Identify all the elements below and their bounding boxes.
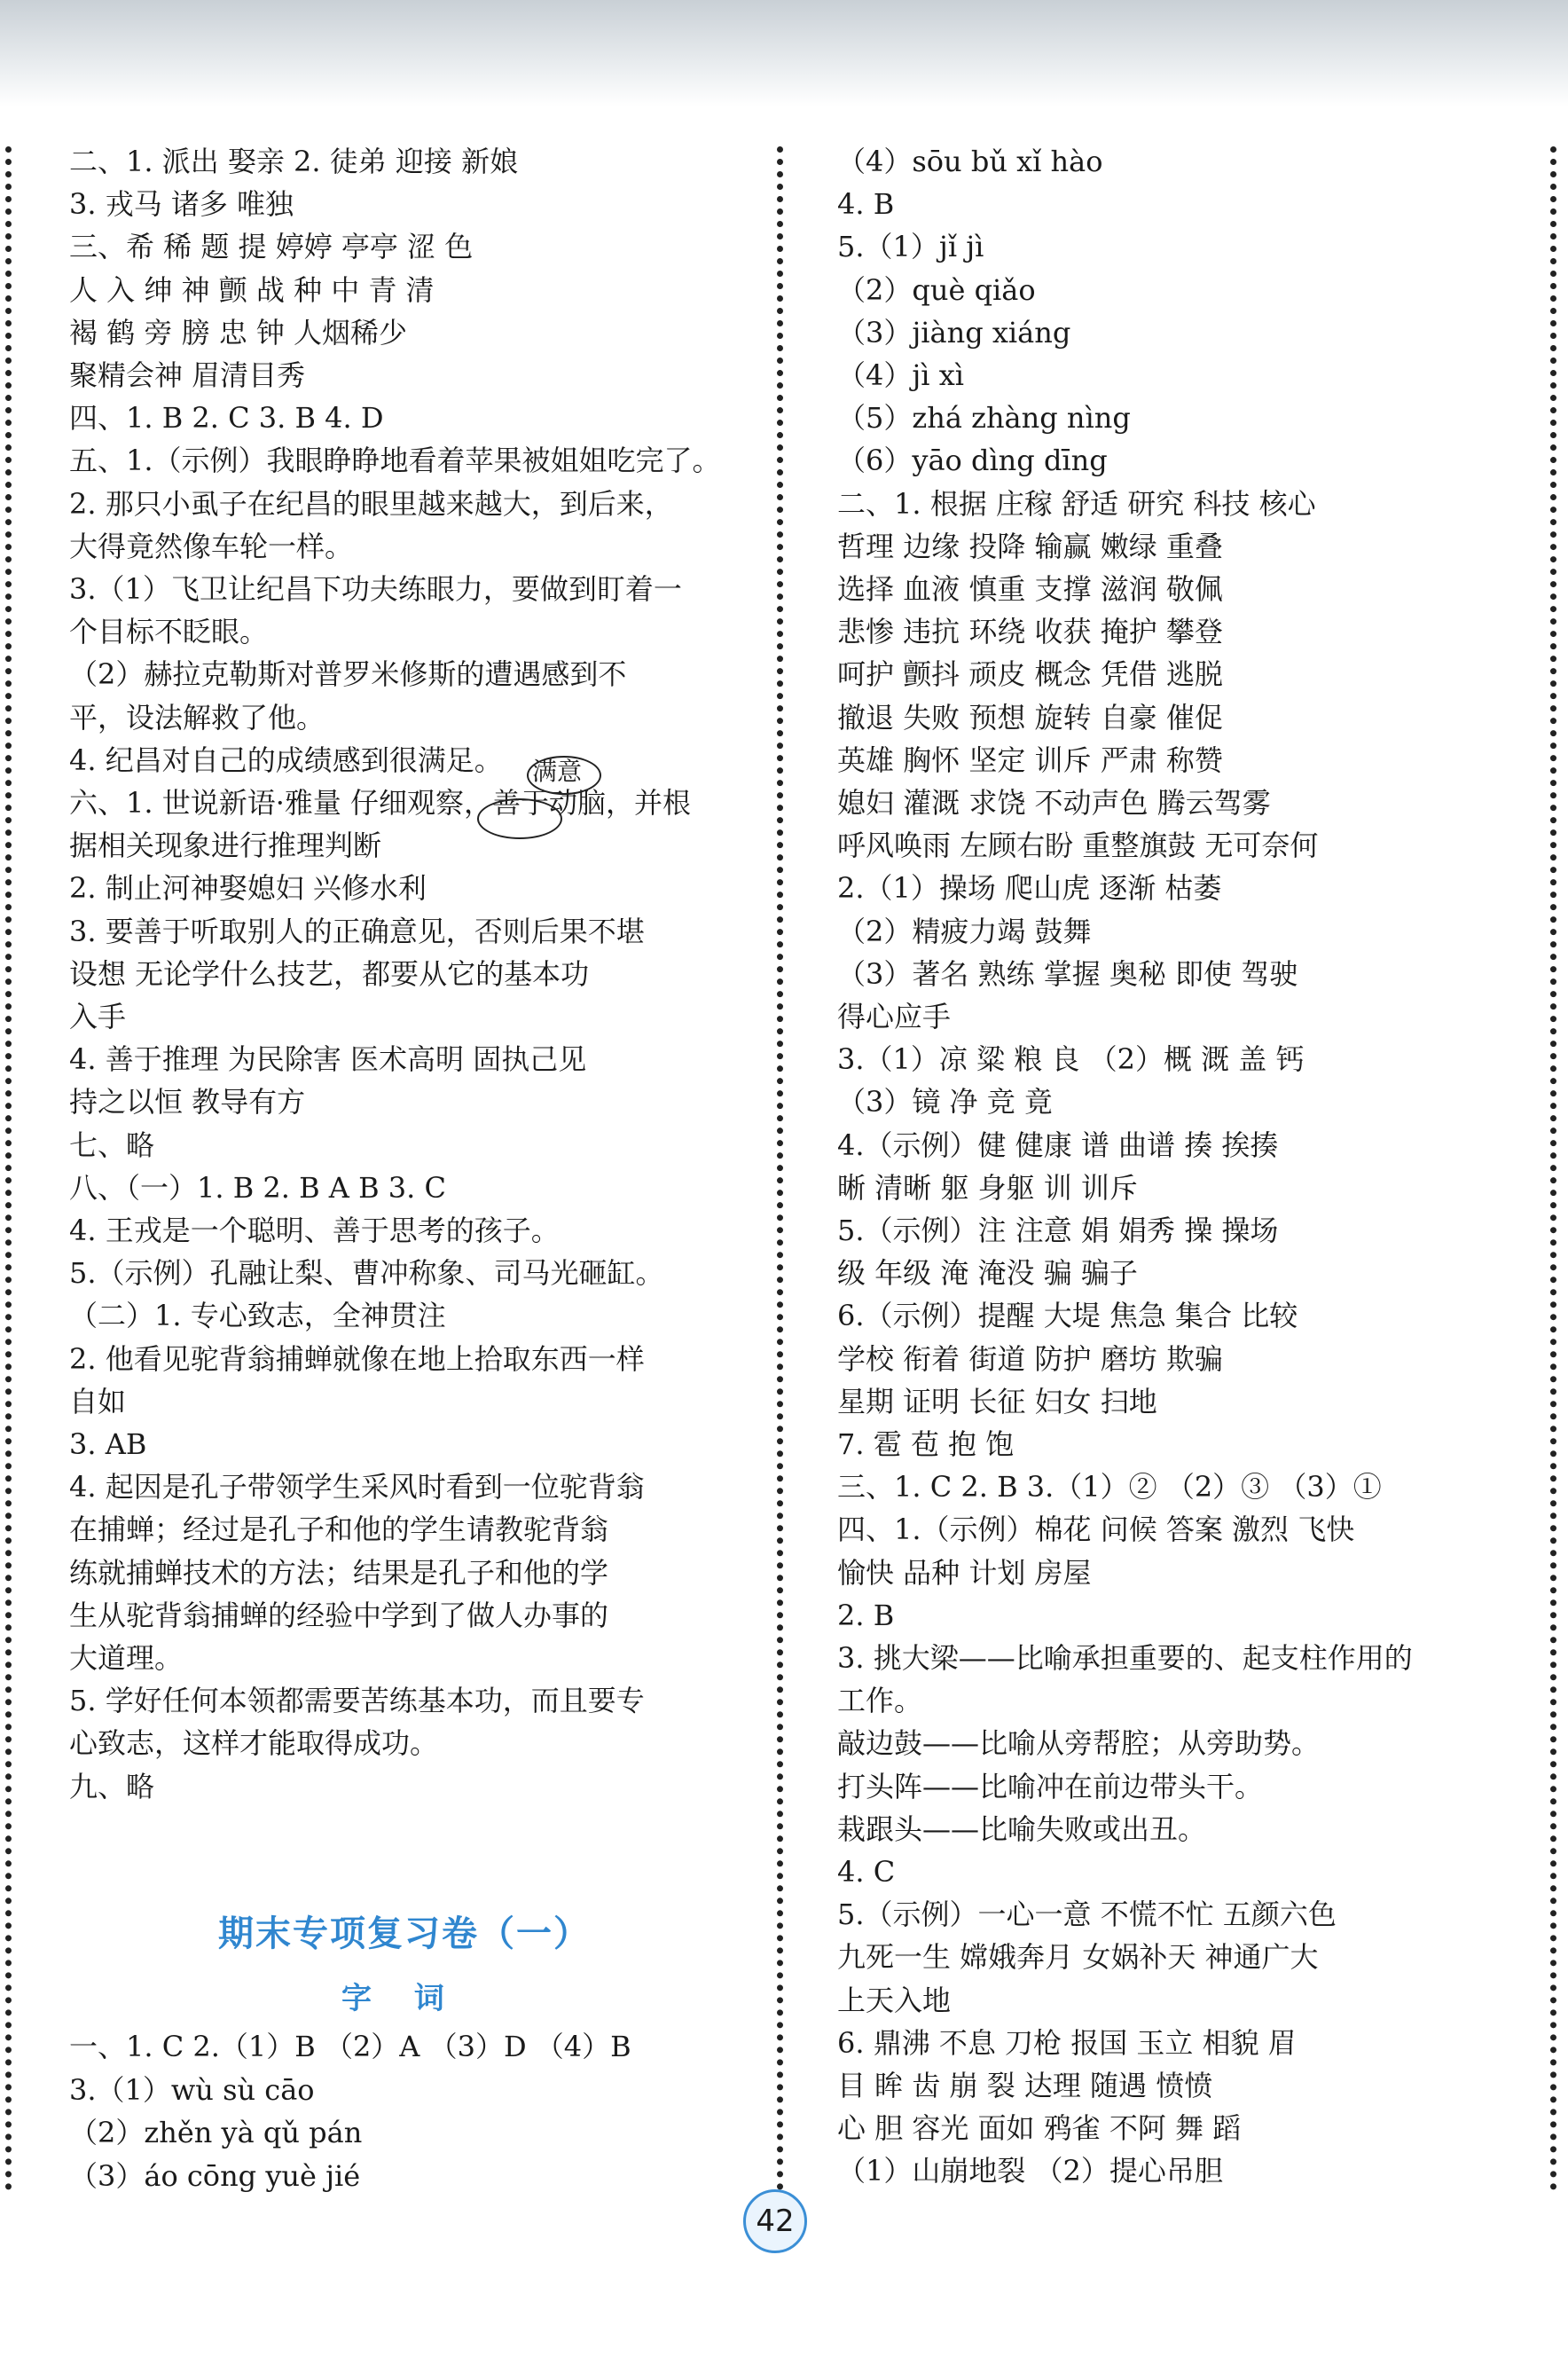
answer-line: 星期 证明 长征 妇女 扫地 (837, 1384, 1157, 1418)
answer-line: 心 胆 容光 面如 鸦雀 不阿 舞 蹈 (837, 2111, 1242, 2146)
answer-line: 二、1. 派出 娶亲 2. 徒弟 迎接 新娘 (69, 145, 519, 178)
answer-line: 3. 戎马 诸多 唯独 (69, 187, 294, 222)
answer-line: 2. B (837, 1598, 895, 1632)
answer-line: 生从驼背翁捕蝉的经验中学到了做人办事的 (69, 1598, 609, 1632)
answer-line: 九死一生 嫦娥奔月 女娲补天 神通广大 (837, 1940, 1319, 1975)
answer-line: 三、希 稀 题 提 婷婷 亭亭 涩 色 (69, 230, 474, 264)
answer-line: 大得竟然像车轮一样。 (69, 529, 354, 563)
section-heading: 期末专项复习卷（一） (218, 1913, 591, 1954)
answer-line: 撤退 失败 预想 旋转 自豪 催促 (837, 700, 1223, 735)
answer-line: 4. B (837, 187, 895, 222)
answer-line: 四、1. B 2. C 3. B 4. D (69, 401, 384, 436)
answer-line: 目 眸 齿 崩 裂 达理 随遇 愤愤 (837, 2069, 1213, 2102)
answer-line: 英雄 胸怀 坚定 训斥 严肃 称赞 (837, 742, 1223, 777)
answer-line: （3）jiàng xiáng (837, 315, 1071, 350)
answer-line: （4）jì xì (837, 358, 964, 392)
answer-line: 打头阵——比喻冲在前边带头干。 (837, 1769, 1264, 1803)
answer-line: 4. C (837, 1855, 896, 1889)
scan-top-band (0, 0, 1568, 106)
answer-line: 工作。 (837, 1684, 923, 1718)
answer-line: （二）1. 专心致志，全神贯注 (69, 1299, 446, 1333)
answer-line: 入手 (69, 1000, 127, 1033)
answer-line: 2.（1）操场 爬山虎 逐渐 枯萎 (837, 871, 1222, 906)
answer-line: （6）yāo dìng dīng (837, 444, 1108, 478)
answer-line: 呵护 颤抖 顽皮 概念 凭借 逃脱 (837, 657, 1223, 692)
answer-line: 4. 王戎是一个聪明、善于思考的孩子。 (69, 1214, 560, 1247)
answer-line: 九、略 (69, 1769, 155, 1803)
answer-line: 2. 制止河神娶媳妇 兴修水利 (69, 871, 427, 906)
answer-line: 4.（示例）健 健康 谱 曲谱 揍 挨揍 (837, 1127, 1279, 1162)
answer-line: 3.（1）wù sù cāo (69, 2072, 315, 2107)
answer-line: 在捕蝉；经过是孔子和他的学生请教驼背翁 (69, 1512, 609, 1547)
answer-line: 5.（1）jǐ jì (837, 230, 984, 264)
answer-line: 设想 无论学什么技艺，都要从它的基本功 (69, 956, 590, 991)
answer-line: 敲边鼓——比喻从旁帮腔；从旁助势。 (837, 1726, 1321, 1761)
answer-line: 上天入地 (837, 1983, 952, 2017)
answer-line: 自如 (69, 1384, 127, 1418)
answer-line: 得心应手 (837, 1000, 952, 1033)
answer-line: 聚精会神 眉清目秀 (69, 358, 306, 392)
answer-line: 愉快 品种 计划 房屋 (837, 1555, 1092, 1590)
answer-line: 7. 雹 苞 抱 饱 (837, 1427, 1015, 1461)
page-number: 42 (743, 2189, 807, 2253)
answer-circle (477, 798, 562, 839)
answer-line: 3.（1）凉 粱 粮 良 （2）概 溉 盖 钙 (837, 1042, 1305, 1077)
answer-line: 5.（示例）注 注意 娟 娟秀 操 操场 (837, 1214, 1279, 1247)
answer-line: 4. 善于推理 为民除害 医术高明 固执己见 (69, 1042, 587, 1077)
answer-line: （3）áo cōng yuè jié (69, 2158, 361, 2193)
answer-line: 媳妇 灌溉 求饶 不动声色 腾云驾雾 (837, 786, 1271, 820)
answer-line: 3. AB (69, 1427, 147, 1461)
answer-line: 八、（一）1. B 2. B A B 3. C (69, 1170, 446, 1205)
answer-line: （3）镜 净 竞 竟 (837, 1085, 1053, 1120)
answer-line: 3. 挑大梁——比喻承担重要的、起支柱作用的 (837, 1641, 1413, 1675)
answer-line: 哲理 边缘 投降 输赢 嫩绿 重叠 (837, 529, 1223, 563)
answer-line: （4）sōu bǔ xǐ hào (837, 145, 1103, 178)
answer-line: 4. 纪昌对自己的成绩感到很满足。 (69, 742, 503, 777)
answer-line: 级 年级 淹 淹没 骗 骗子 (837, 1256, 1138, 1291)
answer-line: 2. 那只小虱子在纪昌的眼里越来越大，到后来， (69, 486, 673, 521)
answer-line: （2）zhěn yà qǔ pán (69, 2116, 363, 2149)
answer-line: （2）què qiǎo (837, 272, 1036, 307)
answer-line: 5.（示例）一心一意 不慌不忙 五颜六色 (837, 1897, 1337, 1932)
answer-line: 大道理。 (69, 1641, 184, 1675)
answer-line: 据相关现象进行推理判断 (69, 829, 382, 863)
answer-line: 平，设法解救了他。 (69, 700, 325, 735)
answer-line: 4. 起因是孔子带领学生采风时看到一位驼背翁 (69, 1470, 645, 1505)
center-divider-dots (777, 146, 783, 2191)
answer-line: （2）赫拉克勒斯对普罗米修斯的遭遇感到不 (69, 657, 627, 692)
answer-line: 个目标不眨眼。 (69, 615, 269, 649)
answer-line: 6. 鼎沸 不息 刀枪 报国 玉立 相貌 眉 (837, 2025, 1297, 2060)
answer-line: 心致志，这样才能取得成功。 (69, 1726, 439, 1761)
answer-line: 晰 清晰 躯 身躯 训 训斥 (837, 1170, 1138, 1205)
answer-line: 练就捕蝉技术的方法；结果是孔子和他的学 (69, 1555, 609, 1590)
answer-line: 持之以恒 教导有方 (69, 1085, 306, 1120)
answer-line: 2. 他看见驼背翁捕蝉就像在地上拾取东西一样 (69, 1341, 645, 1376)
answer-line: 3.（1）飞卫让纪昌下功夫练眼力，要做到盯着一 (69, 572, 682, 606)
answer-line: 六、1. 世说新语·雅量 仔细观察，善于动脑，并根 (69, 786, 692, 820)
answer-line: （3）著名 熟练 掌握 奥秘 即使 驾驶 (837, 956, 1298, 991)
answer-line: 人 入 绅 神 颤 战 种 中 青 清 (69, 272, 435, 307)
answer-line: 呼风唤雨 左顾右盼 重整旗鼓 无可奈何 (837, 829, 1319, 863)
answer-line: 一、1. C 2.（1）B （2）A （3）D （4）B (69, 2030, 631, 2063)
answer-line: （1）山崩地裂 （2）提心吊胆 (837, 2154, 1223, 2188)
answer-line: 栽跟头——比喻失败或出丑。 (837, 1811, 1207, 1846)
answer-line: （2）精疲力竭 鼓舞 (837, 914, 1092, 948)
right-margin-dots (1550, 146, 1556, 2191)
left-margin-dots (5, 146, 12, 2191)
answer-line: 三、1. C 2. B 3.（1）② （2）③ （3）① (837, 1470, 1382, 1505)
answer-line: 3. 要善于听取别人的正确意见，否则后果不堪 (69, 914, 645, 948)
answer-line: 褐 鹤 旁 膀 忠 钟 人烟稀少 (69, 315, 408, 350)
section-subheading: 字 词 (341, 1981, 460, 2016)
answer-line: 6.（示例）提醒 大堤 焦急 集合 比较 (837, 1299, 1298, 1333)
answer-line: 5. 学好任何本领都需要苦练基本功，而且要专 (69, 1684, 645, 1718)
answer-line: 选择 血液 慎重 支撑 滋润 敬佩 (837, 572, 1223, 606)
answer-line: 七、略 (69, 1127, 155, 1162)
answer-line: 学校 衔着 街道 防护 磨坊 欺骗 (837, 1341, 1223, 1376)
answer-line: 二、1. 根据 庄稼 舒适 研究 科技 核心 (837, 486, 1316, 521)
answer-line: 四、1.（示例）棉花 问候 答案 激烈 飞快 (837, 1512, 1355, 1547)
answer-line: 5.（示例）孔融让梨、曹冲称象、司马光砸缸。 (69, 1256, 664, 1291)
correction-text: 满意 (532, 757, 583, 786)
answer-line: 悲惨 违抗 环绕 收获 掩护 攀登 (837, 615, 1223, 649)
answer-line: 五、1.（示例）我眼睁睁地看着苹果被姐姐吃完了。 (69, 444, 721, 478)
answer-line: （5）zhá zhàng nìng (837, 401, 1131, 436)
